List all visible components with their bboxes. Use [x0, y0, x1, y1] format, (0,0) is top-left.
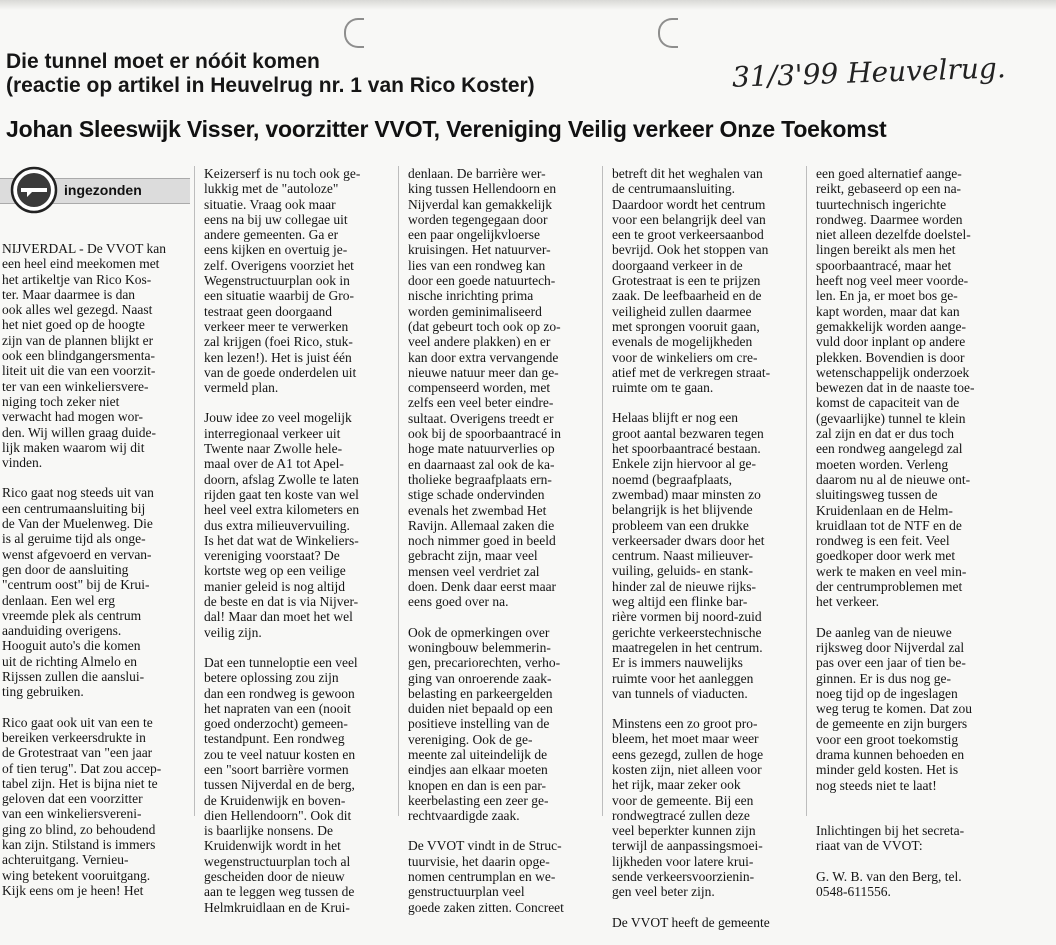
author-title: Johan Sleeswijk Visser, voorzitter VVOT, Vereniging Veilig verkeer Onze Toekomst — [6, 116, 887, 142]
punch-hole-right — [658, 18, 678, 48]
speech-bubble-icon — [10, 166, 58, 214]
paragraph: Jouw idee zo veel mogelijk interregionaal verkeer uit Twente naar Zwolle hele- maal over de A1 tot Apel- doorn, afslag Zwolle te laten rijden gaat ten koste van wel heel veel extra kilometers en dus extra milieuvervuiling. Is het dat wat de Winkeliers- vereniging voorstaat? De kortste weg op een veilige manier geleid is nog altijd de beste en dat is via Nijver- dal! Maar dan moet het wel veilig zijn. — [204, 410, 360, 640]
paragraph: denlaan. De barrière wer- king tussen Hellendoorn en Nijverdal kan gemakkelijk worden tegengegaan door een paar ongelijkvloerse kruisingen. Het natuurver- lies van een rondweg kan door een goede natuurtech- nische inrichting prima worden geminimaliseerd (dat gebeurt toch ook op zo- veel andere plakken) en er kan door extra vervangende nieuwe natuur meer dan ge- compenseerd worden, met zelfs een veel beter eindre- sultaat. Overigens treedt er ook bij de spoorbaantracé in hoge mate natuurverlies op en daarnaast zal ook de ka- tholieke begraafplaats ern- stige schade ondervinden evenals het zwembad Het Ravijn. Allemaal zaken die noch nimmer goed in beeld gebracht zijn, maar veel mensen veel verdriet zal doen. Denk daar eerst maar eens goed over na. — [408, 166, 561, 610]
paragraph: NIJVERDAL - De VVOT kan een heel eind meekomen met het artikeltje van Rico Kos- ter. Maar daarmee is dan ook alles wel gezegd. Naast het niet goed op de hoogte zijn van de plannen blijkt er ook een blindgangersmenta- liteit uit die van een voorzit- ter van een winkeliersvere- niging toch zeker niet verwacht had mogen wor- den. Wij willen graag duide- lijk maken waarom wij dit vinden. — [2, 241, 166, 471]
headline-line-2: (reactie op artikel in Heuvelrug nr. 1 van Rico Koster) — [6, 74, 535, 97]
paragraph: De aanleg van de nieuwe rijksweg door Nijverdal zal pas over een jaar of tien be- ginnen. Er is dus nog ge- noeg tijd op de ingeslagen weg terug te komen. Dat zou de gemeente en zijn burgers voor een groot toekomstig drama kunnen behoeden en minder geld kosten. Het is nog steeds niet te laat! — [816, 624, 972, 793]
paragraph: Dat een tunneloptie een veel betere oplossing zou zijn dan een rondweg is gewoon het napraten van een (nooit goed onderzocht) gemeen- testandpunt. Een rondweg zou te veel natuur kosten en een "soort barrière vormen tussen Nijverdal en de berg, de Kruidenwijk en boven- dien Hellendoorn". Ook dit is baarlijke nonsens. De Kruidenwijk wordt in het wegenstructuurplan toch al gescheiden door de nieuw aan te leggen weg tussen de Helmkruidlaan en de Krui- — [204, 654, 358, 915]
text-column-1 — [2, 241, 184, 913]
text-column-2 — [204, 166, 388, 930]
paragraph: Rico gaat nog steeds uit van een centrumaansluiting bij de Van der Muelenweg. Die is al geruime tijd als onge- wenst afgevoerd en vervan- gen door de aansluiting "centrum oost" bij de Krui- denlaan. Een wel erg vreemde plek als centrum aanduiding overigens. Hooguit auto's die komen uit de richting Almelo en Rijssen zullen die aanslui- ting gebruiken. — [2, 485, 154, 700]
column-divider — [602, 166, 603, 816]
handwritten-date-note: 31/3'99 Heuvelrug. — [731, 51, 1007, 94]
text-column-3 — [408, 166, 596, 930]
paragraph: Rico gaat ook uit van een te bereiken verkeersdrukte in de Grotestraat van "een jaar of tien terug". Dat zou accep- tabel zijn. Het is bijna niet te geloven dat een voorzitter van een winkeliersvereni- ging zo blind, zo behoudend kan zijn. Stilstand is immers achteruitgang. Vernieu- wing betekent vooruitgang. Kijk eens om je heen! Het — [2, 714, 162, 898]
column-divider — [806, 166, 807, 816]
paragraph: betreft dit het weghalen van de centrumaansluiting. Daardoor wordt het centrum voor een belangrijk deel van een te groot verkeersaanbod bevrijd. Ook het stoppen van doorgaand verkeer in de Grotestraat is een te prijzen zaak. De leefbaarheid en de veiligheid zullen daarmee met sprongen vooruit gaan, evenals de mogelijkheden voor de winkeliers om cre- atief met de verkregen straat- ruimte om te gaan. — [612, 166, 771, 396]
text-column-5 — [816, 166, 1006, 914]
badge-label: ingezonden — [64, 182, 142, 198]
paragraph: De VVOT heeft de gemeente — [612, 914, 770, 930]
contact-details: G. W. B. van den Berg, tel. 0548-611556. — [816, 868, 962, 900]
text-column-4 — [612, 166, 800, 945]
paragraph: De VVOT vindt in de Struc- tuurvisie, het daarin opge- nomen centrumplan en we- genstructuurplan veel goede zaken zitten. Concreet — [408, 838, 564, 915]
contact-heading: Inlichtingen bij het secreta- riaat van de VVOT: — [816, 823, 965, 854]
paragraph: Keizerserf is nu toch ook ge- lukkig met de "autoloze" situatie. Vraag ook maar eens na bij uw collegae uit andere gemeenten. Ga er eens kijken en overtuig je- zelf. Overigens voorziet het Wegenstructuurplan ook in een situatie waarbij de Gro- testraat geen doorgaand verkeer meer te verwerken zal krijgen (foei Rico, stuk- ken lezen!). Het is juist één van de goede onderdelen uit vermeld plan. — [204, 166, 361, 396]
paragraph: Minstens een zo groot pro- bleem, het moet maar weer eens gezegd, zullen de hoge kosten zijn, niet alleen voor het rijk, maar zeker ook voor de gemeente. Bij een rondwegtracé zullen deze veel beperkter kunnen zijn terwijl de aanpassingsmoei- lijkheden voor latere krui- sende verkeersvoorzienin- gen veel beter zijn. — [612, 716, 764, 900]
headline — [6, 50, 535, 98]
column-divider — [194, 166, 195, 816]
scan-top-edge — [0, 0, 1056, 10]
paragraph: een goed alternatief aange- reikt, gebaseerd op een na- tuurtechnisch ingerichte rondweg. Daarmee worden niet alleen dezelfde doelstel- lingen bereikt als men het spoorbaantracé, maar het heeft nog veel meer voorde- len. En ja, er moet bos ge- kapt worden, maar dat kan gemakkelijk worden aange- vuld door inplant op andere plekken. Bovendien is door wetenschappelijk onderzoek bewezen dat in de naaste toe- komst de capaciteit van de (gevaarlijke) tunnel te klein zal zijn en dat er dus toch een rondweg aangelegd zal moeten worden. Verleng daarom nu al de nieuwe ont- sluitingsweg tussen de Kruidenlaan en de Helm- kruidlaan tot de NTF en de rondweg is een feit. Veel goedkoper door werk met werk te maken en veel min- der centrumproblemen met het verkeer. — [816, 166, 975, 610]
headline-line-1: Die tunnel moet er nóóit komen — [6, 50, 320, 73]
paragraph: Helaas blijft er nog een groot aantal bezwaren tegen het spoorbaantracé bestaan. Enkele zijn hiervoor al ge- noemd (begraafplaats, zwembad) maar minsten zo belangrijk is het blijvende probleem van een drukke verkeersader dwars door het centrum. Naast milieuver- vuiling, geluids- en stank- hinder zal de nieuwe rijks- weg altijd een flinke bar- rière vormen bij noord-zuid gerichte verkeerstechnische maatregelen in het centrum. Er is immers nauwelijks ruimte voor het aanleggen van tunnels of viaducten. — [612, 410, 765, 701]
paragraph: Ook de opmerkingen over woningbouw belemmerin- gen, precariorechten, verho- ging van onroerende zaak- belasting en parkeergelden duiden niet bepaald op een positieve instelling van de vereniging. Ook de ge- meente zal uiteindelijk de eindjes aan elkaar moeten knopen en dan is een par- keerbelasting een zeer ge- rechtvaardigde zaak. — [408, 624, 561, 824]
punch-hole-left — [344, 18, 364, 48]
column-divider — [398, 166, 399, 816]
ingezonden-badge — [0, 166, 190, 214]
